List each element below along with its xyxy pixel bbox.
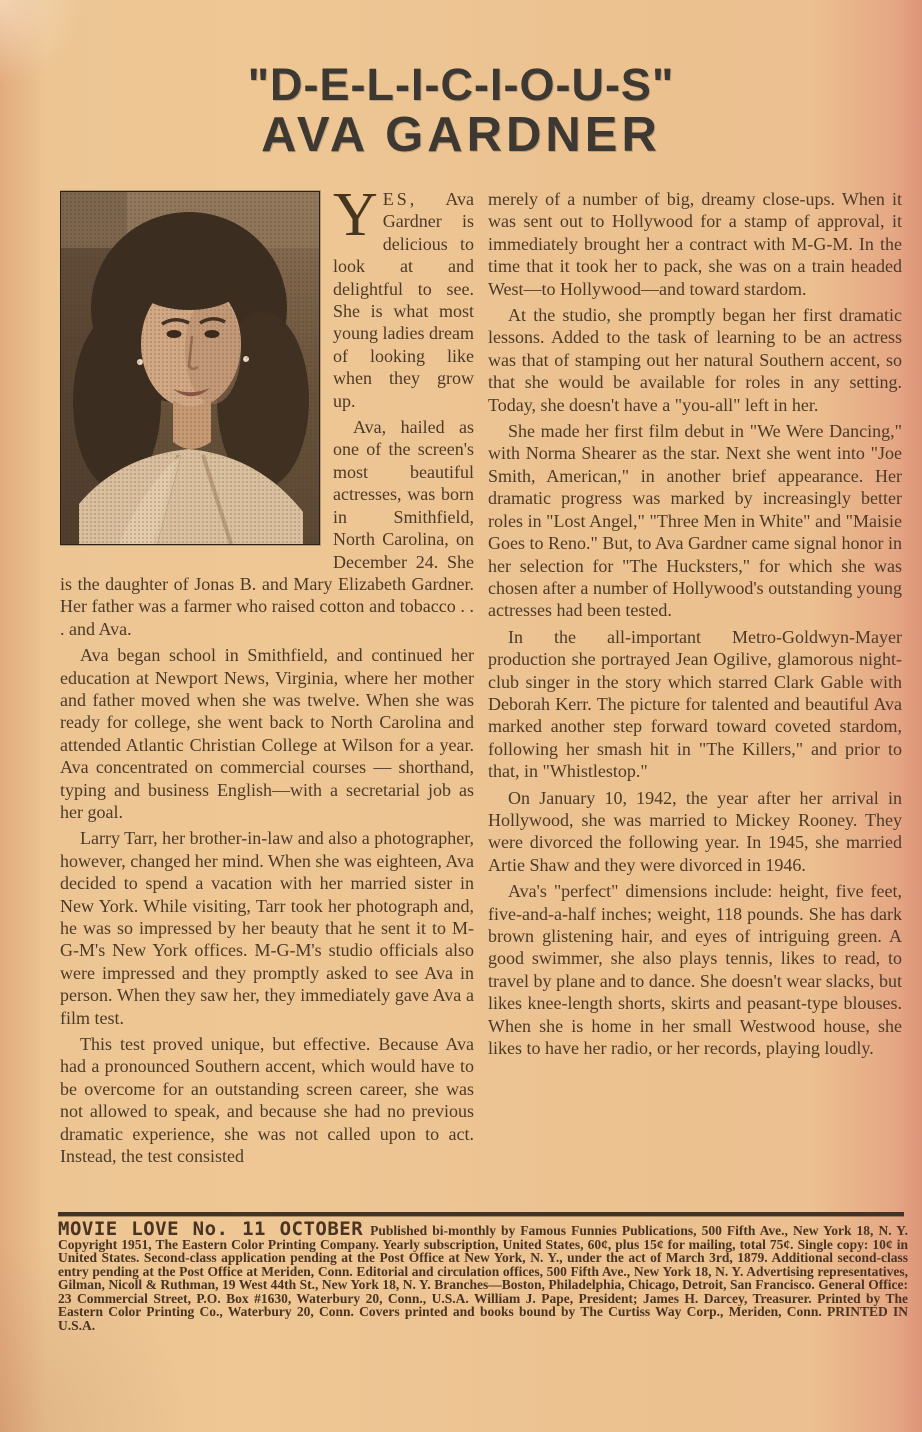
- paragraph: At the studio, she promptly began her first dramatic lessons. Added to the task of learning to be an actress was that of stamping out her natural Southern accent, so that she would be available for roles in any setting. Today, she doesn't have a "you-all" left in her.: [488, 305, 902, 415]
- article-title: [0, 0, 922, 160]
- ava-gardner-photo: [60, 191, 320, 545]
- paragraph: Larry Tarr, her brother-in-law and also a photographer, however, changed her mind. When she was eighteen, Ava decided to spend a vacation with her married sister in New York. While visiting, Tarr took her photograph and, he was so impressed by her beauty that he sent it to M-G-M's New York offices. M-G-M's studio officials also were impressed and they promptly asked to see Ava in person. When they saw her, they immediately gave Ava a film test.: [60, 828, 474, 1028]
- column-left: [60, 188, 474, 1204]
- paragraph: On January 10, 1942, the year after her arrival in Hollywood, she was married to Mickey Rooney. They were divorced the following year. In 1945, she married Artie Shaw and they were divorced in 1946.: [488, 787, 902, 875]
- publisher-indicia: [58, 1218, 908, 1333]
- divider-rule: [58, 1212, 904, 1216]
- drop-cap: Y: [333, 188, 378, 249]
- paragraph: Ava, hailed as one of the screen's most beautiful actresses, was born in Smithfield, North Carolina, on December 24. She is the daughter of Jonas B. and Mary Elizabeth Gardner. Her father was a farmer who raised cotton and tobacco . . . and Ava.: [60, 417, 474, 639]
- paragraph: This test proved unique, but effective. Because Ava had a pronounced Southern accent, which would have to be overcome for an outstanding screen career, she was not allowed to speak, and because she had no previous dramatic experience, she was not called upon to act. Instead, the test consisted: [60, 1034, 474, 1167]
- paragraph: In the all-important Metro-Goldwyn-Mayer production she portrayed Jean Ogilive, glamorous night-club singer in the story which starred Clark Gable with Deborah Kerr. The picture for talented and beautiful Ava marked another step forward toward coveted stardom, following her smash hit in "The Killers," and prior to that, in "Whistlestop.": [488, 626, 902, 782]
- paragraph-text: Ava Gardner is delicious to look at and delightful to see. She is what most young ladies dream of looking like when they grow up.: [333, 189, 474, 411]
- paragraph: Ava's "perfect" dimensions include: height, five feet, five-and-a-half inches; weight, 118 pounds. She has dark brown glistening hair, and eyes of intriguing green. A good swimmer, she also plays tennis, likes to read, to travel by plane and to dance. She doesn't wear slacks, but likes knee-length shorts, skirts and peasant-type blouses. When she is home in her small Westwood house, she likes to have her radio, or her records, playing loudly.: [488, 881, 902, 1059]
- portrait-illustration: [61, 192, 319, 544]
- indicia-heading: MOVIE LOVE No. 11 OCTOBER: [58, 1218, 364, 1240]
- indicia-text: Published bi-monthly by Famous Funnies Publications, 500 Fifth Ave., New York 18, N. Y. Copyright 1951, The Eastern Color Printing Company. Yearly subscription, United States, 60¢, plus 15¢ for mailing, total 75¢. Single copy: 10¢ in United States. Second-class application pending at the Post Office at New York, N. Y., under the act of March 3rd, 1879. Additional second-class entry pending at the Post Office at Meriden, Conn. Editorial and circulation offices, 500 Fifth Ave., New York 18, N. Y. Advertising representatives, Gilman, Nicoll & Ruthman, 19 West 44th St., New York 18, N. Y. Branches—Boston, Philadelphia, Chicago, Detroit, San Francisco. General Office: 23 Commercial Street, P.O. Box #1630, Waterbury 20, Conn., U.S.A. William J. Pape, President; James H. Darcey, Treasurer. Printed by The Eastern Color Printing Co., Waterbury 20, Conn. Covers printed and books bound by The Curtiss Way Corp., Meriden, Conn. PRINTED IN U.S.A.: [58, 1223, 908, 1333]
- column-right: [488, 188, 902, 1204]
- paragraph: merely of a number of big, dreamy close-ups. When it was sent out to Hollywood for a stamp of approval, it immediately brought her a contract with M-G-M. In the time that it took her to pack, she was on a train headed West—to Hollywood—and toward stardom.: [488, 189, 902, 299]
- article-title-line2: AVA GARDNER: [261, 108, 661, 162]
- lead-caps: ES,: [382, 189, 418, 209]
- article-body: [60, 188, 902, 1204]
- paragraph: Ava began school in Smithfield, and continued her education at Newport News, Virginia, where her mother and father moved when she was twelve. When she was ready for college, she went back to North Carolina and attended Atlantic Christian College at Wilson for a year. Ava concentrated on commercial courses — shorthand, typing and business English—with a secretarial job as her goal.: [60, 645, 474, 822]
- paragraph: She made her first film debut in "We Were Dancing," with Norma Shearer as the star. Next she went into "Joe Smith, American," in another brief appearance. Her dramatic progress was marked by increasingly better roles in "Lost Angel," "Three Men in White" and "Maisie Goes to Reno." But, to Ava Gardner came signal honor in her selection for "The Hucksters," for which she was chosen after a number of Hollywood's outstanding young actresses had been tested.: [488, 421, 902, 621]
- article-title-line1: "D-E-L-I-C-I-O-U-S": [247, 59, 675, 110]
